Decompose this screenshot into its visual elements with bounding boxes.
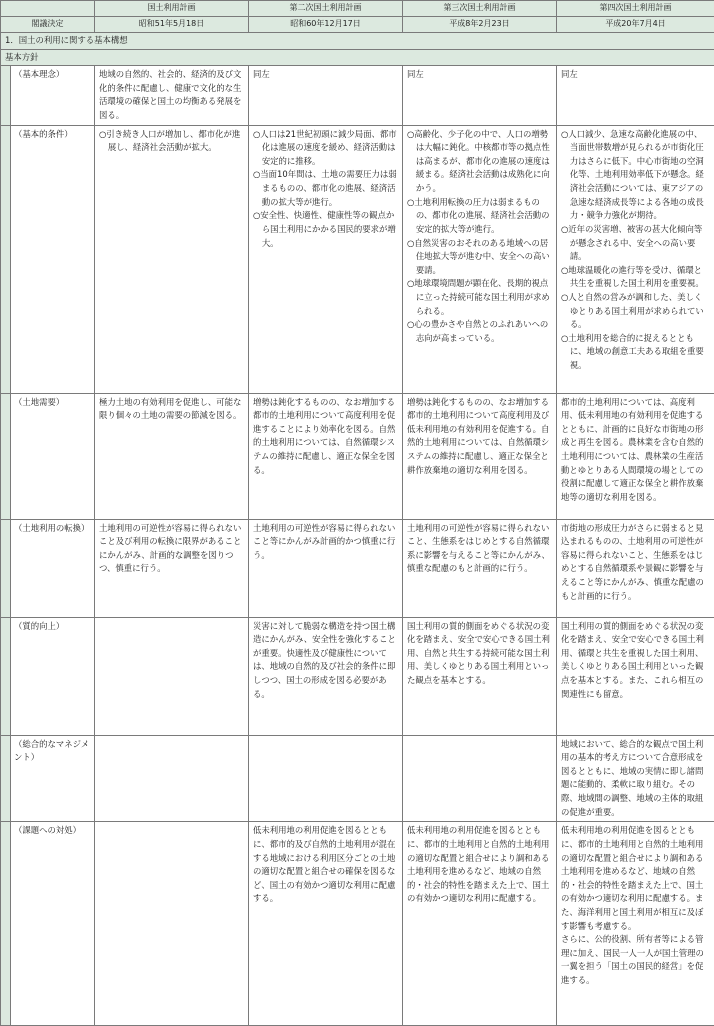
row-addressing-issues: [1, 822, 714, 1026]
cell-paragraph: 市街地の形成圧力がさらに弱まると見込まれるものの、土地利用の可逆性が容易に得られないこと、生態系をはじめとする自然循環系や景観に影響を与えること等にかんがみ、慎重な配慮のもと計画的に行う。: [561, 522, 710, 604]
cell-paragraph: 地域において、総合的な観点で国土利用の基本的考え方について合意形成を図るとともに、地域の実情に即し諸問題に能動的、柔軟に取り組む。その際、地域間の調整、地域の主体的取組の促進が重要。: [561, 738, 710, 820]
plan-cell-4: [557, 393, 714, 519]
row-comprehensive-management: [1, 735, 714, 822]
plan-cell-1: [95, 393, 249, 519]
plan-cell-1: [95, 735, 249, 822]
plan-cell-2: [249, 617, 403, 735]
cell-paragraph: 国土利用の質的側面をめぐる状況の変化を踏まえ、安全で安心できる国土利用、自然と共生する持続可能な国土利用、美しくゆとりある国土利用といった観点を基本とする。: [407, 620, 552, 688]
plan-cell-2: [249, 519, 403, 617]
plan-cell-2: [249, 393, 403, 519]
cell-paragraph: 土地利用の可逆性が容易に得られないこと等にかんがみ計画的かつ慎重に行う。: [253, 522, 398, 563]
plan-header-4: 第四次国土利用計画: [557, 1, 714, 17]
cell-paragraph: ○地球温暖化の進行等を受け、循環と共生を重視した国土利用を重要視。: [561, 264, 710, 291]
plan-cell-4: [557, 822, 714, 1026]
plan-cell-3: [403, 822, 557, 1026]
plan-cell-4: [557, 735, 714, 822]
row-land-use-conversion: [1, 519, 714, 617]
cell-paragraph: 増勢は鈍化するものの、なお増加する都市的土地利用について高度利用を促進することにより効率化を図る。自然的土地利用については、自然循環システムの維持に配慮し、適正な保全を図る。: [253, 396, 398, 478]
decision-label: 閣議決定: [1, 17, 95, 33]
plan-cell-1: [95, 125, 249, 393]
plan-cell-2: [249, 66, 403, 125]
row-label: （質的向上）: [11, 617, 95, 735]
cell-paragraph: ○心の豊かさや自然とのふれあいへの志向が高まっている。: [407, 318, 552, 345]
plan-header-2: 第二次国土利用計画: [249, 1, 403, 17]
section-title: 1．国土の利用に関する基本構想: [1, 33, 714, 50]
plan-cell-4: [557, 617, 714, 735]
plan-cell-3: [403, 393, 557, 519]
plan-header-1: 国土利用計画: [95, 1, 249, 17]
section-row: [1, 33, 714, 50]
cell-paragraph: ○土地利用を総合的に捉えるとともに、地域の創意工夫ある取組を重要視。: [561, 332, 710, 373]
row-basic-philosophy: [1, 66, 714, 125]
plan-cell-2: [249, 822, 403, 1026]
plan-header-row: [1, 1, 714, 17]
indent-gap: [1, 822, 11, 1026]
plan-cell-3: [403, 519, 557, 617]
plan-header-3: 第三次国土利用計画: [403, 1, 557, 17]
cell-paragraph: 同左: [561, 68, 710, 82]
row-label: （課題への対処）: [11, 822, 95, 1026]
indent-gap: [1, 617, 11, 735]
cell-paragraph: 低未利用地の利用促進を図るとともに、都市的土地利用と自然的土地利用の適切な配置と組合せにより調和ある土地利用を進めるなど、地域の自然的・社会的特性を踏まえた上で、国土の有効かつ適切な利用に配慮する。また、海洋利用と国土利用が相互に及ぼす影響も考慮する。: [561, 824, 710, 933]
plan-cell-1: [95, 519, 249, 617]
cell-paragraph: ○人と自然の営みが調和した、美しくゆとりある国土利用が求められている。: [561, 291, 710, 332]
cell-paragraph: 土地利用の可逆性が容易に得られないこと及び利用の転換に限界があることにかんがみ、計画的な調整を図りつつ、慎重に行う。: [99, 522, 244, 576]
plan-cell-3: [403, 125, 557, 393]
plan-cell-1: [95, 617, 249, 735]
cell-paragraph: ○当面10年間は、土地の需要圧力は弱まるものの、都市化の進展、経済活動の拡大等が進行。: [253, 168, 398, 209]
cell-paragraph: 同左: [253, 68, 398, 82]
cell-paragraph: 極力土地の有効利用を促進し、可能な限り個々の土地の需要の節減を図る。: [99, 396, 244, 423]
corner-cell: [1, 1, 95, 17]
plan-rows: [1, 66, 714, 1026]
indent-gap: [1, 393, 11, 519]
plan-cell-4: [557, 125, 714, 393]
row-label: （基本的条件）: [11, 125, 95, 393]
row-label: （土地利用の転換）: [11, 519, 95, 617]
cell-paragraph: さらに、公的役割、所有者等による管理に加え、国民一人一人が国土管理の一翼を担う「国土の国民的経営」を促進する。: [561, 933, 710, 987]
cell-paragraph: 低未利用地の利用促進を図るとともに、都市的土地利用と自然的土地利用の適切な配置と組合せにより調和ある土地利用を進めるなど、地域の自然的・社会的特性を踏まえた上で、国土の有効かつ適切な利用に配慮する。: [407, 824, 552, 906]
cell-paragraph: 国土利用の質的側面をめぐる状況の変化を踏まえ、安全で安心できる国土利用、循環と共生を重視した国土利用、美しくゆとりある国土利用といった観点を基本とする。また、これら相互の関連性にも留意。: [561, 620, 710, 702]
cell-paragraph: ○引き続き人口が増加し、都市化が進展し、経済社会活動が拡大。: [99, 128, 244, 155]
cell-paragraph: ○人口減少、急速な高齢化進展の中、当面世帯数増が見られるが市街化圧力はさらに低下。中心市街地の空洞化等、土地利用効率低下が懸念。経済社会活動については、東アジアの急速な経済成長等による各地の成長力・競争力強化が期待。: [561, 128, 710, 223]
plan-cell-3: [403, 617, 557, 735]
row-label: （基本理念）: [11, 66, 95, 125]
subsection-title: 基本方針: [1, 49, 714, 66]
plan-cell-4: [557, 66, 714, 125]
cell-paragraph: 地域の自然的、社会的、経済的及び文化的条件に配慮し、健康で文化的な生活環境の確保と国土の均衡ある発展を図る。: [99, 68, 244, 122]
row-land-demand: [1, 393, 714, 519]
indent-gap: [1, 125, 11, 393]
cell-paragraph: 災害に対して脆弱な構造を持つ国土構造にかんがみ、安全性を強化することが重要。快適性及び健康性については、地域の自然的及び社会的条件に即しつつ、国土の形成を図る必要がある。: [253, 620, 398, 702]
indent-gap: [1, 66, 11, 125]
indent-gap: [1, 735, 11, 822]
cell-paragraph: 同左: [407, 68, 552, 82]
cell-paragraph: ○高齢化、少子化の中で、人口の増勢は大幅に鈍化。中核都市等の拠点性は高まるが、都市化の進展の速度は緩まる。経済社会活動は成熟化に向かう。: [407, 128, 552, 196]
plan-cell-2: [249, 735, 403, 822]
cell-paragraph: 都市的土地利用については、高度利用、低未利用地の有効利用を促進するとともに、計画的に良好な市街地の形成と再生を図る。農林業を含む自然的土地利用については、農林業の生産活動とゆとりある人間環境の場としての役割に配慮して適正な保全と耕作放棄地等の適切な利用を図る。: [561, 396, 710, 505]
plan-cell-1: [95, 822, 249, 1026]
cell-paragraph: ○人口は21世紀初頭に減少局面、都市化は進展の速度を緩め、経済活動は安定的に推移。: [253, 128, 398, 169]
plan-cell-3: [403, 66, 557, 125]
decision-date-row: [1, 17, 714, 33]
indent-gap: [1, 519, 11, 617]
decision-date-3: 平成8年2月23日: [403, 17, 557, 33]
row-label: （総合的なマネジメント）: [11, 735, 95, 822]
plan-cell-3: [403, 735, 557, 822]
decision-date-1: 昭和51年5月18日: [95, 17, 249, 33]
plan-cell-2: [249, 125, 403, 393]
cell-paragraph: ○地球環境問題が顕在化、長期的視点に立った持続可能な国土利用が求められる。: [407, 277, 552, 318]
cell-paragraph: ○自然災害のおそれのある地域への居住地拡大等が進む中、安全への高い要請。: [407, 237, 552, 278]
row-quality-improvement: [1, 617, 714, 735]
subsection-row: [1, 49, 714, 66]
row-label: （土地需要）: [11, 393, 95, 519]
cell-paragraph: ○土地利用転換の圧力は弱まるものの、都市化の進展、経済社会活動の安定的拡大等が進行。: [407, 196, 552, 237]
cell-paragraph: ○安全性、快適性、健康性等の観点から国土利用にかかる国民的要求が増大。: [253, 209, 398, 250]
cell-paragraph: 増勢は鈍化するものの、なお増加する都市的土地利用について高度利用及び低未利用地の有効利用を促進する。自然的土地利用については、自然循環システムの維持に配慮し、適正な保全と耕作放棄地の適切な利用を図る。: [407, 396, 552, 478]
decision-date-4: 平成20年7月4日: [557, 17, 714, 33]
plan-cell-4: [557, 519, 714, 617]
plan-cell-1: [95, 66, 249, 125]
cell-paragraph: 土地利用の可逆性が容易に得られないこと、生態系をはじめとする自然循環系に影響を与えること等にかんがみ、慎重な配慮のもと計画的に行う。: [407, 522, 552, 576]
row-basic-conditions: [1, 125, 714, 393]
decision-date-2: 昭和60年12月17日: [249, 17, 403, 33]
cell-paragraph: ○近年の災害増、被害の甚大化傾向等が懸念される中、安全への高い要請。: [561, 223, 710, 264]
cell-paragraph: 低未利用地の利用促進を図るとともに、都市的及び自然的土地利用が混在する地域における利用区分ごとの土地の適切な配置と組合せの確保を図るなど、国土の有効かつ適切な利用に配慮する。: [253, 824, 398, 906]
